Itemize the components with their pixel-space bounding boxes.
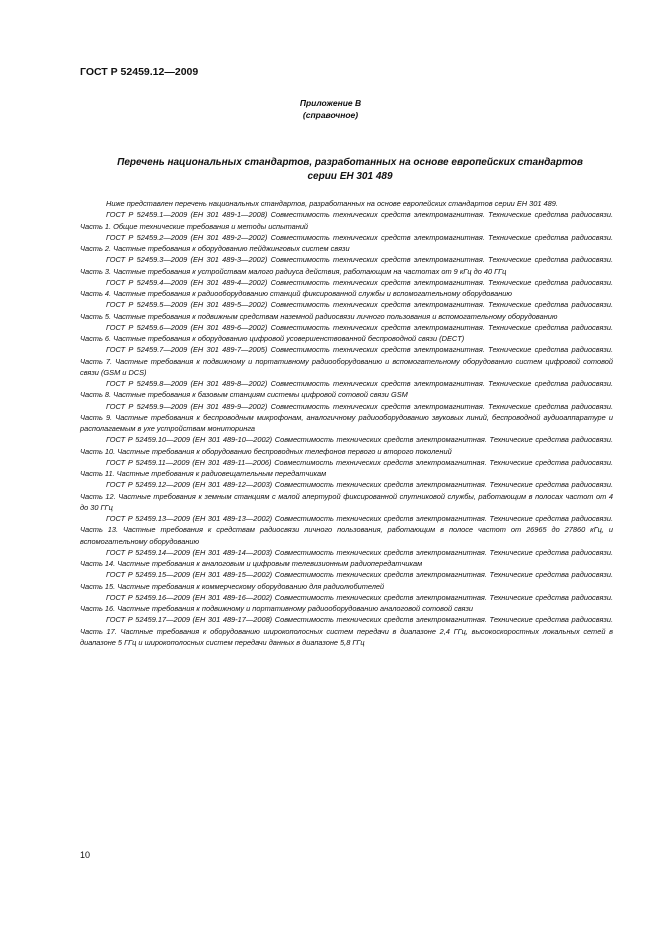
standard-item: ГОСТ Р 52459.9—2009 (ЕН 301 489-9—2002) Совместимость технических средств электромагнитная. Технические средства радиосвязи. Часть 9. Частные требования к беспроводным микрофонам, аналогичному радиооборудованию звуковых линий, беспроводной аудиоаппаратуре и располагаемым в ухе устройствам мониторинга — [80, 401, 613, 433]
appendix-title: Приложение В — [299, 98, 362, 108]
standard-item: ГОСТ Р 52459.4—2009 (ЕН 301 489-4—2002) Совместимость технических средств электромагнитная. Технические средства радиосвязи. Часть 4. Частные требования к радиооборудованию станций фиксированной службы и вспомогательному оборудованию — [80, 277, 613, 298]
standard-item: ГОСТ Р 52459.8—2009 (ЕН 301 489-8—2002) Совместимость технических средств электромагнитная. Технические средства радиосвязи. Часть 8. Частные требования к базовым станциям системы цифровой сотовой связи GSM — [80, 379, 613, 400]
standard-item: ГОСТ Р 52459.3—2009 (ЕН 301 489-3—2002) Совместимость технических средств электромагнитная. Технические средства радиосвязи. Часть 3. Частные требования к устройствам малого радиуса действия, работающим на частотах от 9 кГц до 40 ГГц — [80, 255, 613, 276]
standard-item: ГОСТ Р 52459.10—2009 (ЕН 301 489-10—2002) Совместимость технических средств электромагнитная. Технические средства радиосвязи. Часть 10. Частные требования к оборудованию беспроводных телефонов первого и второго поколений — [80, 435, 613, 456]
standard-item: ГОСТ Р 52459.5—2009 (ЕН 301 489-5—2002) Совместимость технических средств электромагнитная. Технические средства радиосвязи. Часть 5. Частные требования к подвижным средствам наземной радиосвязи личного пользования и вспомогательному оборудованию — [80, 300, 613, 321]
standards-list — [80, 198, 613, 648]
standard-item: ГОСТ Р 52459.14—2009 (ЕН 301 489-14—2003) Совместимость технических средств электромагнитная. Технические средства радиосвязи. Часть 14. Частные требования к аналоговым и цифровым телевизионным радиопередатчикам — [80, 547, 613, 568]
appendix-subtitle: (справочное) — [302, 110, 359, 120]
standard-item: ГОСТ Р 52459.15—2009 (ЕН 301 489-15—2002) Совместимость технических средств электромагнитная. Технические средства радиосвязи. Часть 15. Частные требования к коммерческому оборудованию для радиолюбителей — [80, 570, 613, 591]
section-title — [80, 156, 620, 184]
intro-paragraph: Ниже представлен перечень национальных стандартов, разработанных на основе европейских стандартов серии ЕН 301 489. — [106, 199, 558, 208]
standard-item: ГОСТ Р 52459.6—2009 (ЕН 301 489-6—2002) Совместимость технических средств электромагнитная. Технические средства радиосвязи. Часть 6. Частные требования к оборудованию цифровой усовершенствованной беспроводной связи (DECT) — [80, 322, 613, 343]
document-header: ГОСТ Р 52459.12—2009 — [80, 66, 199, 78]
standard-item: ГОСТ Р 52459.11—2009 (ЕН 301 489-11—2006) Совместимость технических средств электромагнитная. Технические средства радиосвязи. Часть 11. Частные требования к радиовещательным передатчикам — [80, 457, 613, 478]
section-title-line2: серии ЕН 301 489 — [307, 171, 393, 182]
standard-item: ГОСТ Р 52459.7—2009 (ЕН 301 489-7—2005) Совместимость технических средств электромагнитная. Технические средства радиосвязи. Часть 7. Частные требования к подвижному и портативному радиооборудованию и вспомогательному оборудованию систем цифровой сотовой связи (GSM и DCS) — [80, 345, 613, 377]
standard-item: ГОСТ Р 52459.13—2009 (ЕН 301 489-13—2002) Совместимость технических средств электромагнитная. Технические средства радиосвязи. Часть 13. Частные требования к средствам радиосвязи личного пользования, работающим в полосе частот от 26965 до 27860 кГц, и вспомогательному оборудованию — [80, 514, 613, 546]
standard-item: ГОСТ Р 52459.1—2009 (ЕН 301 489-1—2008) Совместимость технических средств электромагнитная. Технические средства радиосвязи. Часть 1. Общие технические требования и методы испытаний — [80, 210, 613, 231]
standard-item: ГОСТ Р 52459.2—2009 (ЕН 301 489-2—2002) Совместимость технических средств электромагнитная. Технические средства радиосвязи. Часть 2. Частные требования к оборудованию пейджинговых систем связи — [80, 232, 613, 253]
standard-item: ГОСТ Р 52459.12—2009 (ЕН 301 489-12—2003) Совместимость технических средств электромагнитная. Технические средства радиосвязи. Часть 12. Частные требования к земным станциям с малой апертурой фиксированной спутниковой службы, работающим в полосах частот от 4 до 30 ГГц — [80, 480, 613, 512]
section-title-line1: Перечень национальных стандартов, разработанных на основе европейских стандартов — [117, 157, 583, 168]
page-number: 10 — [80, 850, 91, 860]
standard-item: ГОСТ Р 52459.17—2009 (ЕН 301 489-17—2008) Совместимость технических средств электромагнитная. Технические средства радиосвязи. Часть 17. Частные требования к оборудованию широкополосных систем передачи в диапазоне 2,4 ГГц, высокоскоростных локальных сетей в диапазоне 5 ГГц и широкополосных систем передачи данных в диапазоне 5,8 ГГц — [80, 615, 613, 647]
standard-item: ГОСТ Р 52459.16—2009 (ЕН 301 489-16—2002) Совместимость технических средств электромагнитная. Технические средства радиосвязи. Часть 16. Частные требования к подвижному и портативному радиооборудованию аналоговой сотовой связи — [80, 592, 613, 613]
